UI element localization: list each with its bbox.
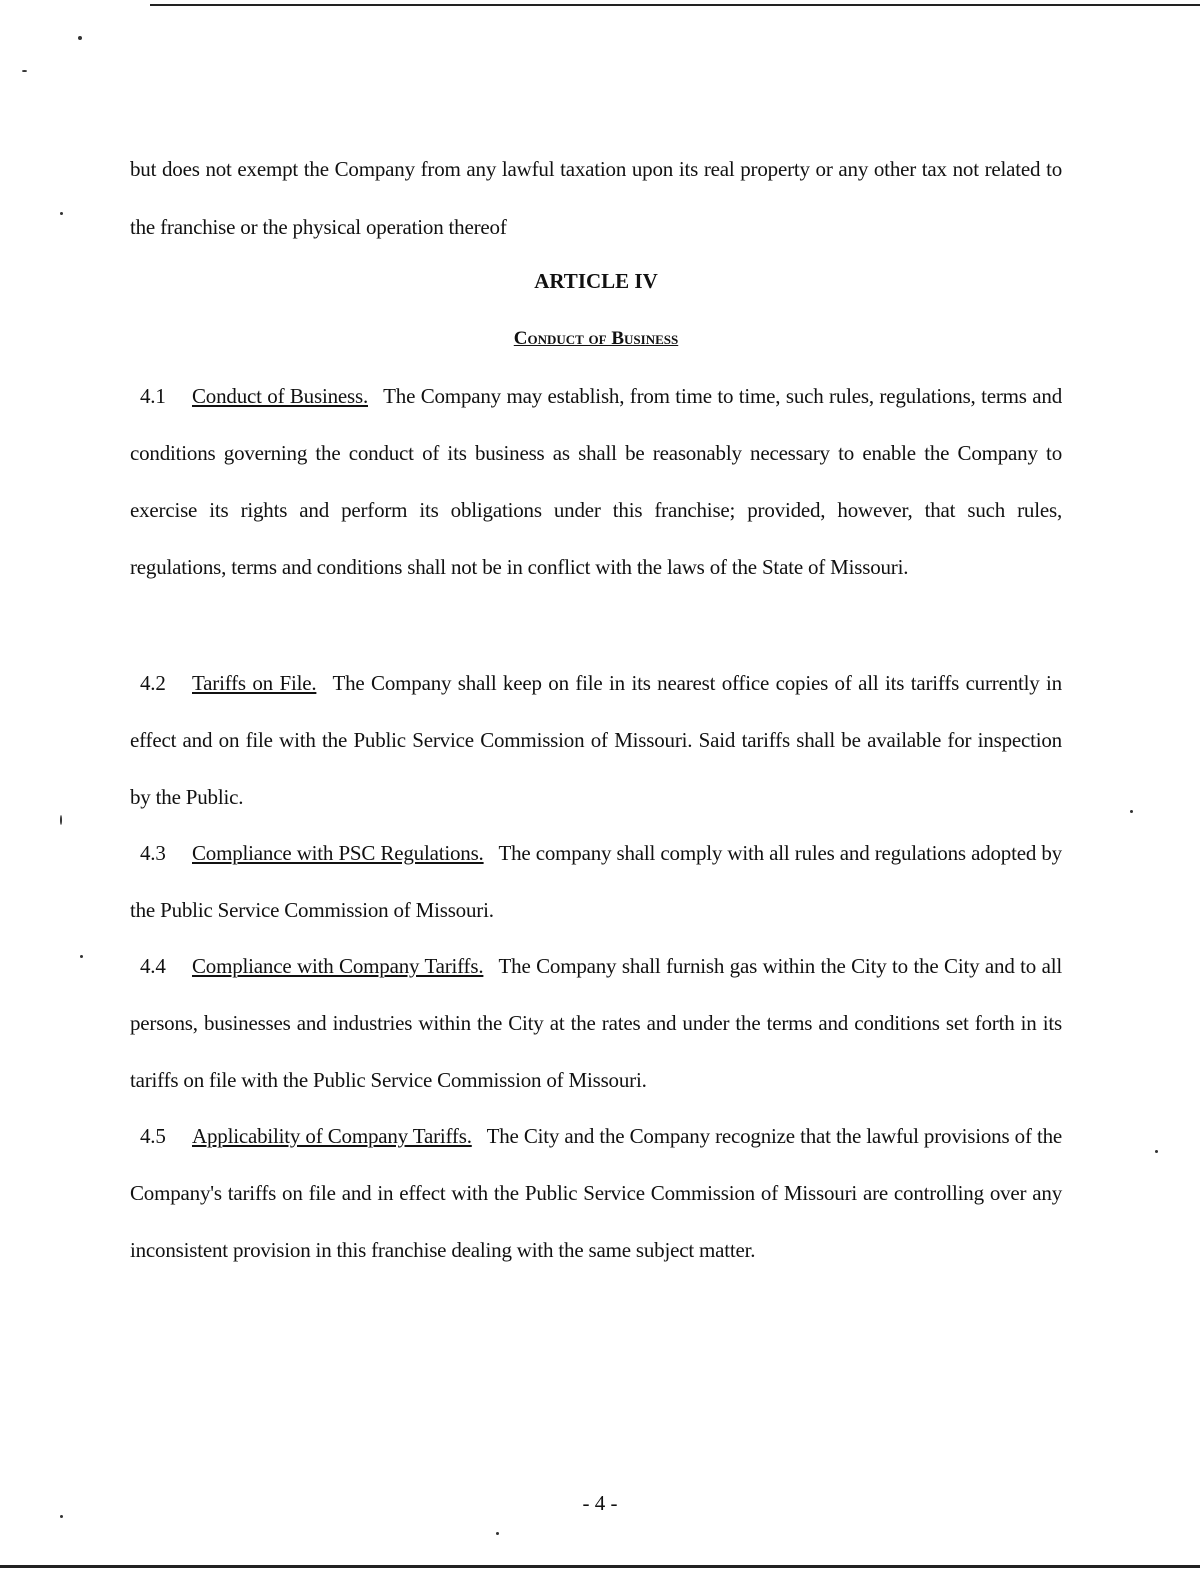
section-number: 4.2	[140, 671, 166, 695]
section-4-4	[130, 938, 1062, 1109]
section-title: Applicability of Company Tariffs.	[192, 1124, 472, 1148]
scan-speck	[1130, 810, 1133, 813]
section-body: The company shall comply with all rules and regulations adopted by the Public Service Commission of Missouri.	[130, 841, 1062, 922]
section-body: The Company may establish, from time to time, such rules, regulations, terms and conditions governing the conduct of its business as shall be reasonably necessary to enable the Company to exercise its rights and perform its obligations under this franchise; provided, however, that such rules, regulations, terms and conditions shall not be in conflict with the laws of the State of Missouri.	[130, 384, 1062, 579]
scan-speck	[60, 815, 62, 825]
section-4-1	[130, 368, 1062, 596]
section-4-5	[130, 1108, 1062, 1279]
bottom-scan-rule	[0, 1565, 1200, 1568]
section-number: 4.3	[140, 841, 166, 865]
scan-speck	[60, 212, 63, 215]
scan-speck	[496, 1532, 499, 1535]
scan-speck	[80, 955, 83, 958]
article-title: ARTICLE IV	[534, 269, 658, 293]
section-body: The Company shall keep on file in its nearest office copies of all its tariffs currently in effect and on file with the Public Service Commission of Missouri. Said tariffs shall be available for inspection by the Public.	[130, 671, 1062, 809]
intro-paragraph: but does not exempt the Company from any lawful taxation upon its real property or any other tax not related to the franchise or the physical operation thereof	[130, 157, 1062, 239]
section-body: The Company shall furnish gas within the City to the City and to all persons, businesses and industries within the City at the rates and under the terms and conditions set forth in its tariffs on file with the Public Service Commission of Missouri.	[130, 954, 1063, 1092]
section-body: The City and the Company recognize that the lawful provisions of the Company's tariffs on file and in effect with the Public Service Commission of Missouri are controlling over any inconsistent provision in this franchise dealing with the same subject matter.	[130, 1124, 1062, 1262]
page-number: - 4 -	[582, 1491, 618, 1515]
section-title: Compliance with PSC Regulations.	[192, 841, 484, 865]
section-title: Conduct of Business.	[192, 384, 368, 408]
section-4-3	[130, 825, 1062, 939]
section-title: Compliance with Company Tariffs.	[192, 954, 484, 978]
scan-speck	[22, 70, 27, 72]
section-number: 4.5	[140, 1124, 166, 1148]
top-scan-rule	[150, 4, 1200, 6]
section-title: Tariffs on File.	[192, 671, 317, 695]
section-number: 4.1	[140, 384, 166, 408]
section-4-2	[130, 655, 1062, 826]
scan-speck	[1155, 1150, 1158, 1153]
article-subtitle: Conduct of Business	[513, 328, 679, 349]
scan-speck	[78, 36, 82, 40]
section-number: 4.4	[140, 954, 166, 978]
